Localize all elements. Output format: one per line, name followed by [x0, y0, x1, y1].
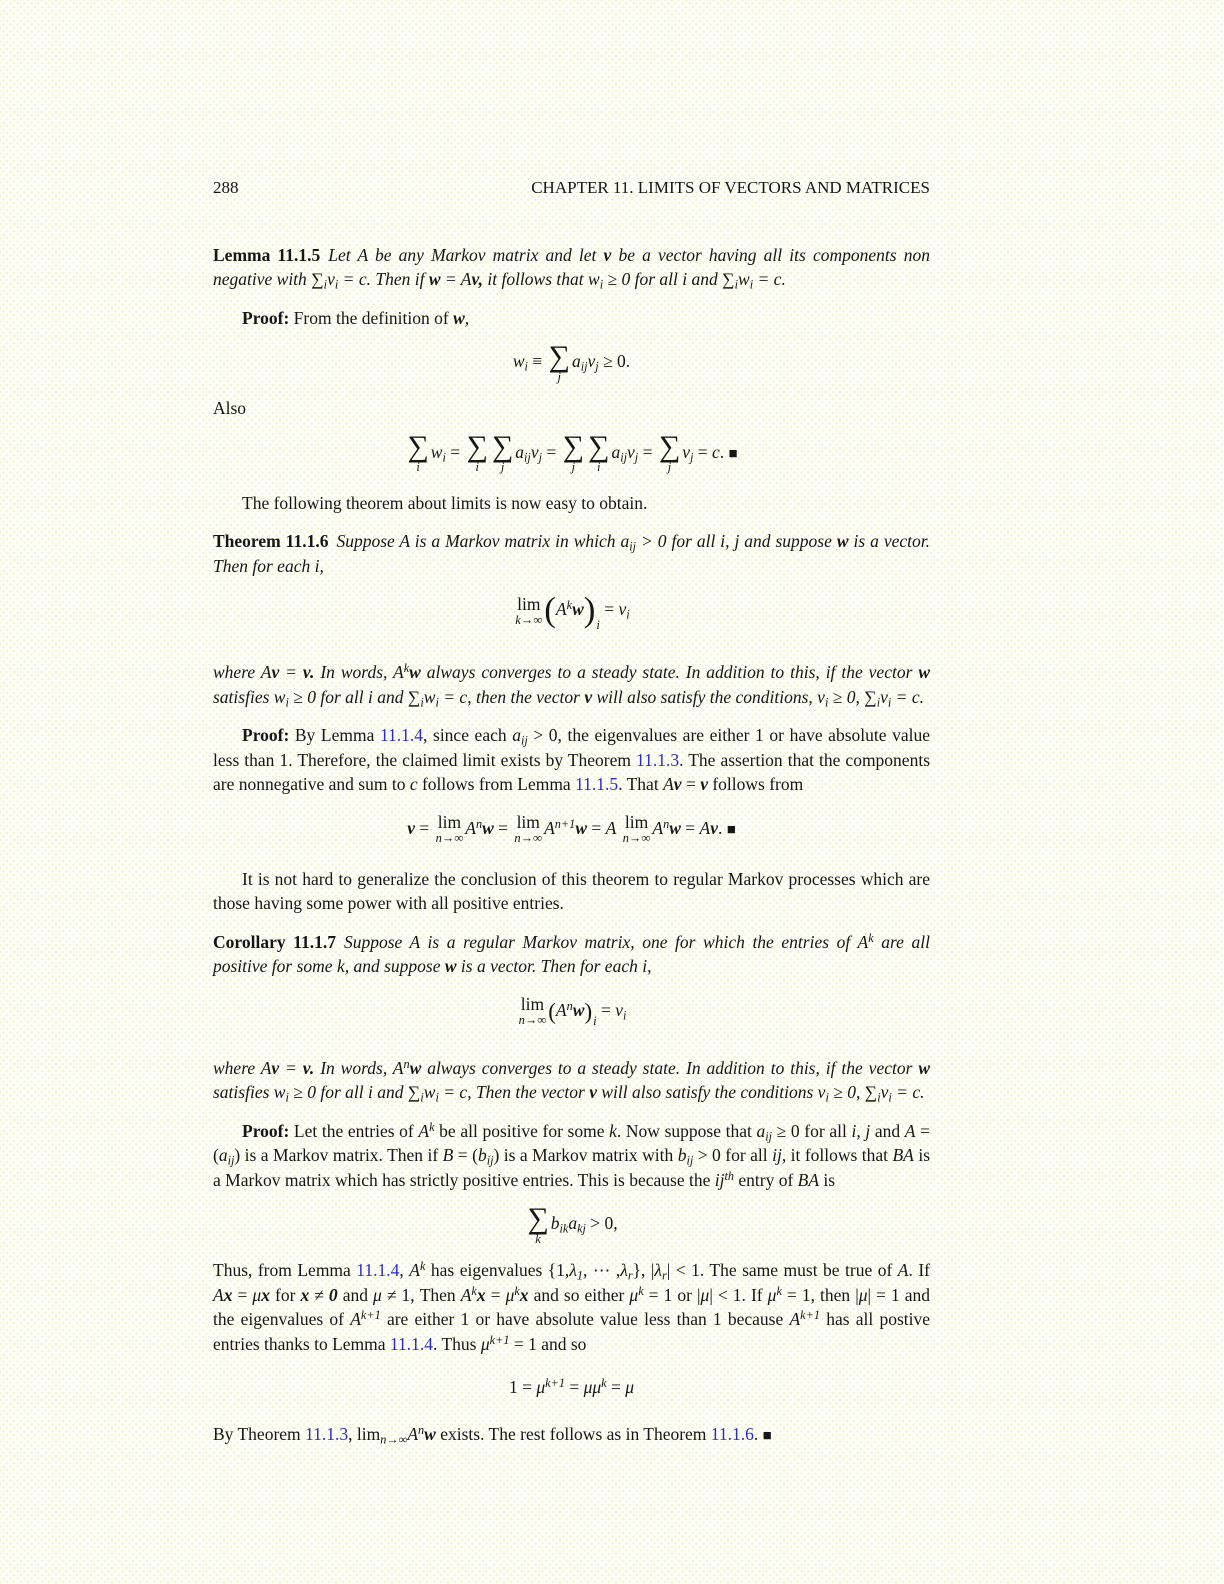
limit-operator: lim n→∞	[514, 812, 543, 846]
big-sum-operator: ∑ k	[527, 1201, 549, 1246]
crossref-link[interactable]: 11.1.5	[575, 774, 619, 794]
limit-operator: lim n→∞	[518, 994, 547, 1028]
generalization-note: It is not hard to generalize the conclusion of this theorem to regular Markov processes which are those having some power with all positive entries.	[213, 868, 930, 913]
corollary-remark: where Av = v. In words, $A^nw$ always converges to a steady state. In addition to this, if the vector w satisfies $w_i \ge 0$ for all i and $\sum_iw_i = c$, Then the vector v will also satisfy the conditions $v_i \ge 0$, $\sum_iv_i = c$.	[213, 1056, 930, 1105]
big-sum-operator: ∑ j	[548, 339, 570, 384]
theorem-proof: Proof: By Lemma 11.1.4, since each $a_{ij} > 0$, the eigenvalues are either 1 or have absolute value less than 1. Therefore, the claimed limit exists by Theorem 11.1.3. The assertion that the components are nonnegative and sum to c follows from Lemma 11.1.5. That Av = v follows from	[213, 725, 931, 794]
final-paragraph: By Theorem 11.1.3, $\lim_{n\to\infty}A^nw$ exists. The rest follows as in Theorem 11.1.6. ■	[213, 1422, 772, 1447]
equation-sum-chain: ∑ i $w_i$ = ∑ i ∑ j $a_{ij}v_j$ = ∑ j ∑ i $a_{ij}v_j$ = ∑ j $v_j = c$. ■	[407, 430, 738, 475]
equation-mu: $1 = \mu^{k+1} = \mu\mu^k = \mu$	[508, 1375, 635, 1397]
limit-operator: lim k→∞	[515, 593, 543, 627]
limit-operator: lim n→∞	[435, 812, 464, 846]
following-theorem-note: The following theorem about limits is now easy to obtain.	[242, 492, 648, 513]
qed-square: ■	[726, 821, 736, 838]
equation-bik-akj: ∑ k $b_{ik}a_{kj} > 0$,	[527, 1201, 618, 1246]
equation-limit-k: lim k→∞ $(A^kw)_i = v_i$	[515, 589, 630, 632]
page-header	[213, 176, 930, 201]
crossref-link[interactable]: 11.1.4	[379, 725, 424, 745]
big-sum-operator: ∑ j	[562, 430, 585, 475]
qed-square: ■	[728, 445, 738, 462]
equation-v-limit: v = lim n→∞ $A^nw$ = lim n→∞ $A^{n+1}w = A$ lim n→∞ $A^nw = Av$. ■	[407, 812, 736, 846]
limit-operator: lim n→∞	[622, 812, 651, 846]
crossref-link[interactable]: 11.1.6	[710, 1424, 754, 1444]
page-number: 288	[213, 178, 239, 197]
theorem-remark: where Av = v. In words, $A^kw$ always converges to a steady state. In addition to this, if the vector w satisfies $w_i \ge 0$ for all i and $\sum_iw_i = c$, then the vector v will also satisfy the conditions, $v_i \ge 0$, $\sum_iv_i = c$.	[213, 660, 931, 710]
qed-square: ■	[762, 1428, 772, 1444]
page-content	[213, 176, 930, 1449]
equation-limit-n: lim n→∞ $(A^nw)_i = v_i$	[518, 994, 627, 1028]
big-sum-operator: ∑ i	[588, 430, 610, 475]
equation-w-definition: $w_i$ ≡ ∑ j $a_{ij}v_j \ge 0$.	[512, 339, 631, 384]
corollary-proof: Proof: Let the entries of $A^k$ be all positive for some k. Now suppose that $a_{ij} \ge 0$ for all i, j and $A = (a_{ij})$ is a Markov matrix. Then if $B = (b_{ij})$ is a Markov matrix with $b_{ij} > 0$ for all ij, it follows that BA is a Markov matrix which has strictly positive entries. This is because the $ij^{th}$ entry of BA is	[213, 1119, 931, 1190]
crossref-link[interactable]: 11.1.4	[389, 1333, 434, 1354]
page-body	[213, 243, 930, 1449]
theorem-11-1-6-statement: Theorem 11.1.6 Suppose A is a Markov matrix in which $a_{ij} > 0$ for all i, j and suppose w is a vector. Then for each i,	[213, 531, 930, 576]
crossref-link[interactable]: 11.1.3	[636, 749, 680, 770]
big-sum-operator: ∑ j	[658, 430, 681, 475]
chapter-title: CHAPTER 11. LIMITS OF VECTORS AND MATRICES	[531, 178, 930, 197]
crossref-link[interactable]: 11.1.4	[356, 1260, 400, 1280]
crossref-link[interactable]: 11.1.3	[305, 1424, 349, 1444]
lemma-11-1-5-statement: Lemma 11.1.5 Let A be any Markov matrix and let v be a vector having all its components non negative with $\sum_iv_i = c$. Then if w = Av, it follows that $w_i \ge 0$ for all i and $\sum_iw_i = c$.	[213, 244, 930, 292]
also-line: Also	[213, 398, 247, 418]
corollary-11-1-7-statement: Corollary 11.1.7 Suppose A is a regular Markov matrix, one for which the entries of $A^k$ are all positive for some k, and suppose w is a vector. Then for each i,	[213, 930, 930, 976]
big-sum-operator: ∑ j	[491, 430, 514, 475]
lemma-proof-intro: Proof: From the definition of w,	[242, 307, 470, 328]
big-sum-operator: ∑ i	[466, 430, 488, 475]
big-sum-operator: ∑ i	[407, 430, 429, 475]
thus-paragraph: Thus, from Lemma 11.1.4, $A^k$ has eigenvalues {$1,\lambda_1$, ⋯ $,\lambda_r$}, $|\lambda_r| < 1$. The same must be true of A. If Ax = μx for x ≠ 0 and μ ≠ 1, Then $A^kx = \mu^kx$ and so either $\mu^k = 1$ or |μ| < 1. If $\mu^k = 1$, then |μ| = 1 and the eigenvalues of $A^{k+1}$ are either 1 or have absolute value less than 1 because $A^{k+1}$ has all postive entries thanks to Lemma 11.1.4. Thus $\mu^{k+1} = 1$ and so	[213, 1258, 931, 1354]
